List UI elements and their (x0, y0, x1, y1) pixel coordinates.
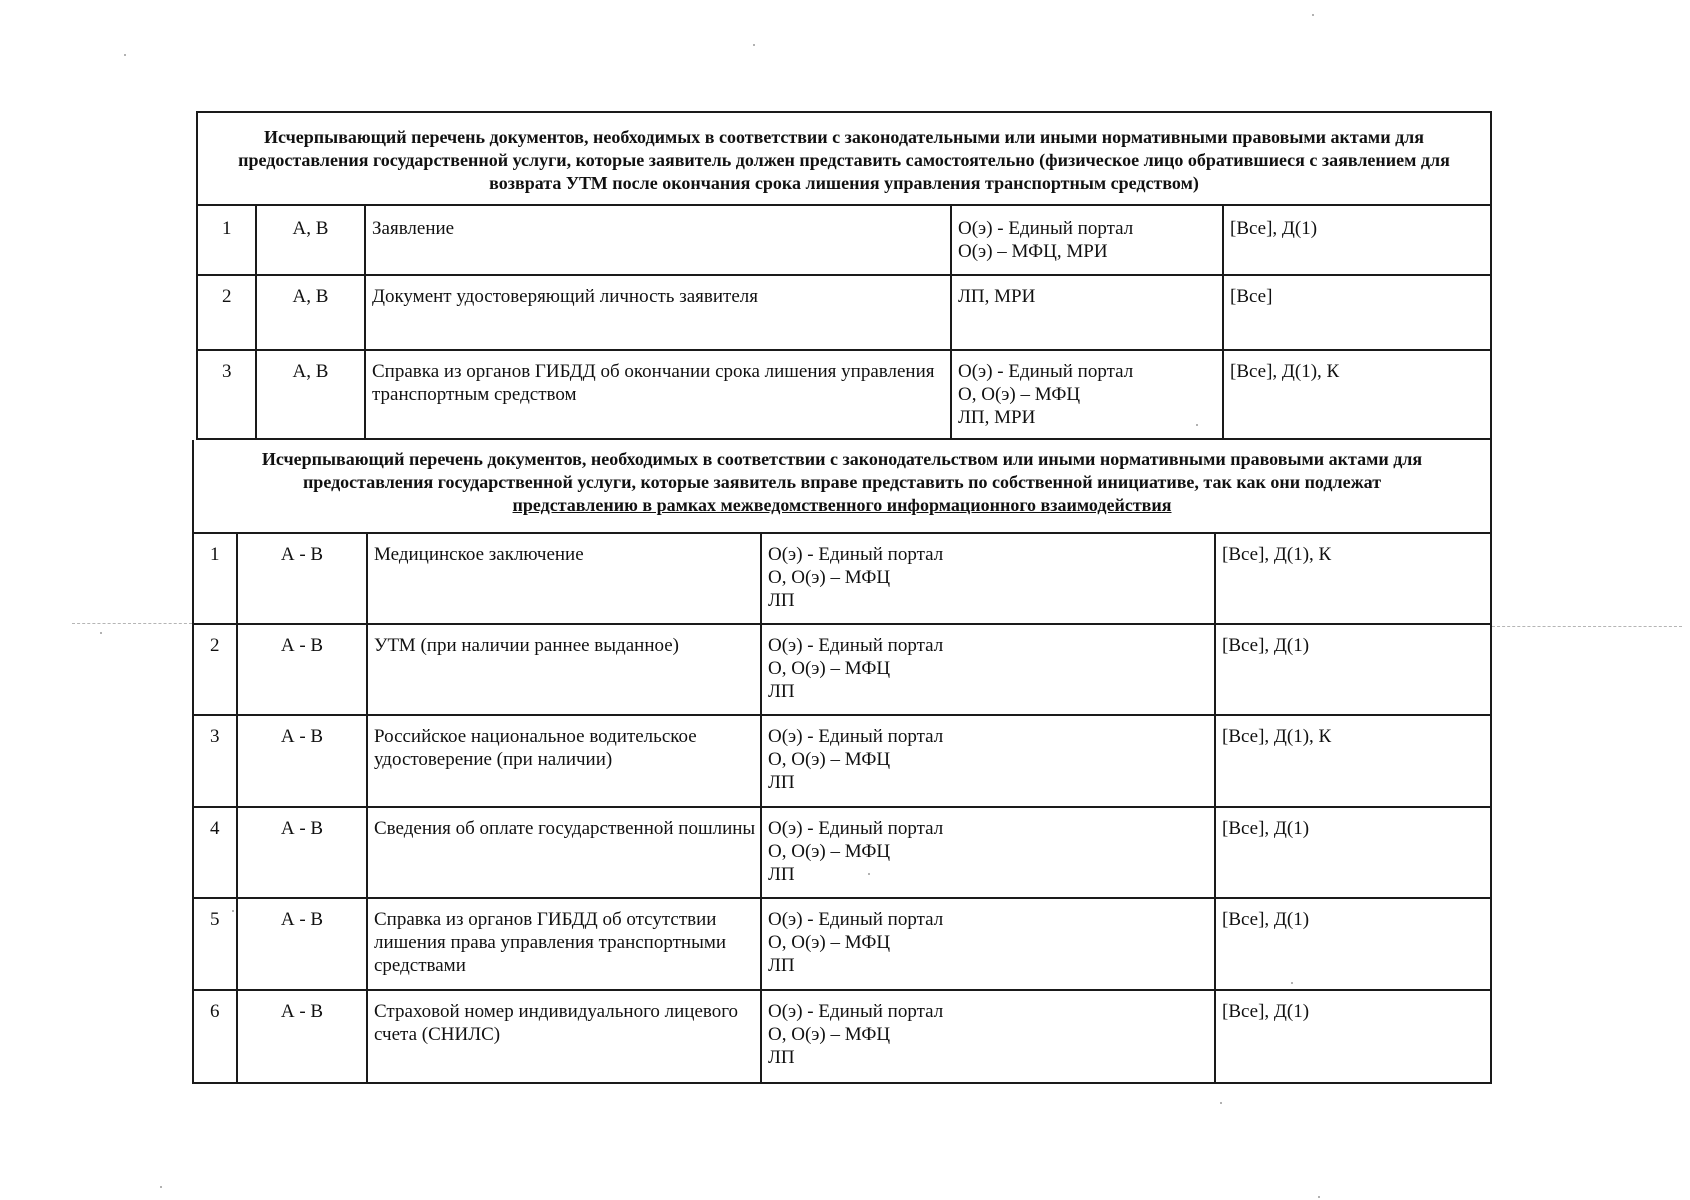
scan-speck (100, 632, 102, 634)
document-requirements: [Все] (1230, 286, 1273, 307)
document-requirements: [Все], Д(1) (1222, 1001, 1310, 1022)
applicant-category-code: А - В (280, 726, 324, 747)
scan-speck (1312, 14, 1314, 16)
applicant-category-code: А - В (280, 1001, 324, 1022)
document-name: Справка из органов ГИБДД об окончании срока лишения управления транспортным средством (372, 361, 935, 405)
submission-channels: О(э) - Единый портал О, О(э) – МФЦ ЛП (768, 1001, 944, 1068)
document-requirements: [Все], Д(1), К (1222, 544, 1332, 565)
document-name: Заявление (372, 218, 455, 239)
table-rule (194, 989, 1490, 991)
row-number: 5 (210, 909, 220, 930)
optional-documents-heading-underlined: представлению в рамках межведомственного информационного взаимодействия (512, 495, 1172, 515)
row-number: 1 (210, 544, 220, 565)
scan-fold-line-left (72, 623, 192, 624)
document-requirements: [Все], Д(1) (1222, 909, 1310, 930)
submission-channels: О(э) - Единый портал О, О(э) – МФЦ ЛП (768, 726, 944, 793)
optional-documents-heading-text: Исчерпывающий перечень документов, необходимых в соответствии с законодательством или иными нормативными правовыми актами для предоставления государственной услуги, которые заявитель вправе представить по собственной инициативе, так как они подлежат (261, 449, 1423, 492)
table-rule (194, 806, 1490, 808)
table-rule (194, 714, 1490, 716)
document-name: Российское национальное водительское удостоверение (при наличии) (374, 726, 697, 770)
scan-fold-line-right (1492, 626, 1682, 627)
applicant-category-code: А - В (280, 909, 324, 930)
applicant-category-code: А - В (280, 635, 324, 656)
document-requirements: [Все], Д(1) (1222, 818, 1310, 839)
submission-channels: О(э) - Единый портал О, О(э) – МФЦ ЛП, МРИ (958, 361, 1134, 428)
row-number: 1 (222, 218, 232, 239)
row-number: 2 (210, 635, 220, 656)
table-rule (198, 274, 1490, 276)
mandatory-documents-table (196, 111, 1492, 440)
table-rule (198, 349, 1490, 351)
document-requirements: [Все], Д(1) (1230, 218, 1318, 239)
document-name: Документ удостоверяющий личность заявителя (372, 286, 758, 307)
scan-speck (124, 54, 126, 56)
document-name: Справка из органов ГИБДД об отсутствии лишения права управления транспортными средствами (374, 909, 727, 976)
submission-channels: О(э) - Единый портал О(э) – МФЦ, МРИ (958, 218, 1134, 262)
mandatory-documents-heading: Исчерпывающий перечень документов, необходимых в соответствии с законодательными или иными нормативными правовыми актами для предоставления государственной услуги, которые заявитель должен представить самостоятельно (физическое лицо обратившиеся с заявлением для возврата УТМ после окончания срока лишения управления транспортным средством) (238, 127, 1450, 193)
scan-speck (1220, 1102, 1222, 1104)
applicant-category-code: А, В (292, 218, 329, 239)
row-number: 4 (210, 818, 220, 839)
row-number: 2 (222, 286, 232, 307)
optional-documents-heading (194, 448, 1490, 538)
row-number: 3 (222, 361, 232, 382)
optional-documents-table (192, 440, 1492, 1084)
submission-channels: О(э) - Единый портал О, О(э) – МФЦ ЛП (768, 544, 944, 611)
row-number: 6 (210, 1001, 220, 1022)
submission-channels: О(э) - Единый портал О, О(э) – МФЦ ЛП (768, 818, 944, 885)
table-rule (198, 204, 1490, 206)
submission-channels: О(э) - Единый портал О, О(э) – МФЦ ЛП (768, 909, 944, 976)
submission-channels: ЛП, МРИ (958, 286, 1036, 307)
scan-speck (1318, 1196, 1320, 1198)
scan-speck (753, 44, 755, 46)
applicant-category-code: А - В (280, 544, 324, 565)
document-name: Медицинское заключение (374, 544, 584, 565)
submission-channels: О(э) - Единый портал О, О(э) – МФЦ ЛП (768, 635, 944, 702)
row-number: 3 (210, 726, 220, 747)
document-requirements: [Все], Д(1), К (1222, 726, 1332, 747)
document-requirements: [Все], Д(1), К (1230, 361, 1340, 382)
applicant-category-code: А - В (280, 818, 324, 839)
document-name: УТМ (при наличии раннее выданное) (374, 635, 679, 656)
table-rule (194, 532, 1490, 534)
document-name: Страховой номер индивидуального лицевого счета (СНИЛС) (374, 1001, 739, 1045)
document-name: Сведения об оплате государственной пошлины (374, 818, 756, 839)
table-rule (194, 897, 1490, 899)
table-rule (194, 623, 1490, 625)
scan-speck (160, 1186, 162, 1188)
applicant-category-code: А, В (292, 286, 329, 307)
document-requirements: [Все], Д(1) (1222, 635, 1310, 656)
applicant-category-code: А, В (292, 361, 329, 382)
